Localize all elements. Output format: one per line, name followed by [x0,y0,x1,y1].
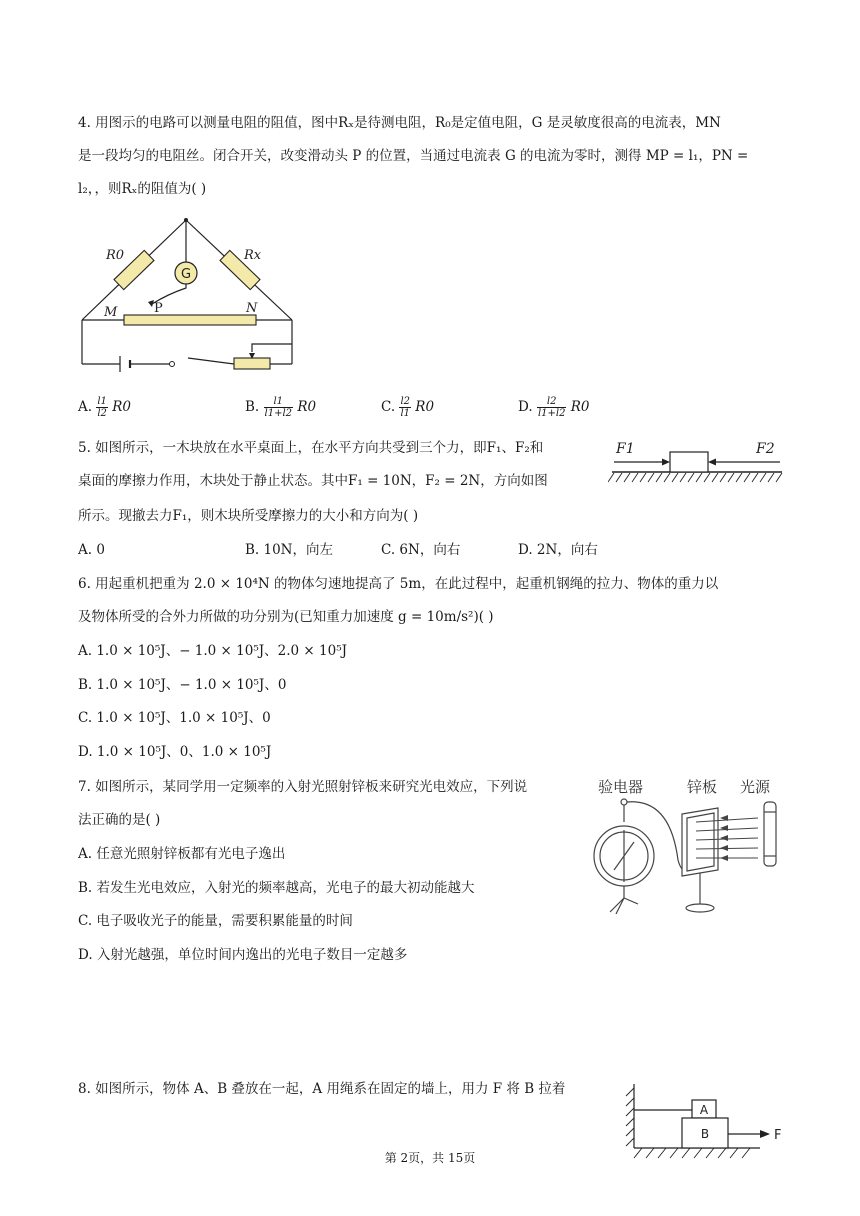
page-footer: 第 2页，共 15页 [384,1151,476,1165]
q5-option-a: A. 0 [78,542,105,558]
q6-line-1: 6. 用起重机把重为 2.0 × 10⁴N 的物体匀速地提高了 5m，在此过程中，起重机钢绳的拉力、物体的重力以 [78,576,719,592]
block-a-label: A [699,1103,709,1117]
q4-option-a: A. $\frac{l1}{l2}$ R0 [78,396,131,419]
q4-option-d: D. $\frac{l2}{l1+l2}$ R0 [518,396,590,419]
q5-option-c: C. 6N，向右 [381,542,461,558]
electroscope-label: 验电器 [598,778,644,796]
p-label: P [154,301,163,316]
r0-label: R0 [106,248,125,263]
f2-label: F2 [756,441,775,457]
f1-label: F1 [616,441,635,457]
zinc-plate-label: 锌板 [687,778,718,796]
q7-photoelectric-diagram [590,770,790,920]
q4-option-c: C. $\frac{l2}{l1}$ R0 [381,396,435,419]
q5-line-2: 桌面的摩擦力作用，木块处于静止状态。其中F₁ = 10N，F₂ = 2N，方向如图 [78,473,548,489]
force-f-label: F [774,1128,782,1143]
q6-option-a: A. 1.0 × 10⁵J、− 1.0 × 10⁵J、2.0 × 10⁵J [78,643,348,659]
q5-line-1: 5. 如图所示，一木块放在水平桌面上，在水平方向共受到三个力，即F₁、F₂和 [78,440,544,456]
q5-block-diagram [608,436,786,484]
q6-line-2: 及物体所受的合外力所做的功分别为(已知重力加速度 g = 10m/s²)( ) [78,609,494,625]
q4-line-1: 4. 用图示的电路可以测量电阻的阻值，图中Rₓ是待测电阻，R₀是定值电阻，G 是灵敏度很高的电流表，MN [78,115,721,131]
q6-option-c: C. 1.0 × 10⁵J、1.0 × 10⁵J、0 [78,710,271,726]
m-label: M [104,305,118,320]
q7-option-d: D. 入射光越强，单位时间内逸出的光电子数目一定越多 [78,947,408,963]
q4-line-3: l₂，，则Rₓ的阻值为( ) [78,181,207,197]
q7-line-1: 7. 如图所示，某同学用一定频率的入射光照射锌板来研究光电效应，下列说 [78,779,528,795]
q7-line-2: 法正确的是( ) [78,812,161,828]
q4-circuit-diagram [76,214,298,374]
q4-line-2: 是一段均匀的电阻丝。闭合开关，改变滑动头 P 的位置，当通过电流表 G 的电流为零时，测得 MP = l₁，PN = [78,148,749,164]
q5-option-b: B. 10N，向左 [245,542,333,558]
q5-line-3: 所示。现撤去力F₁，则木块所受摩擦力的大小和方向为( ) [78,508,419,524]
q7-option-c: C. 电子吸收光子的能量，需要积累能量的时间 [78,913,353,929]
q4-option-b: B. $\frac{l1}{l1+l2}$ R0 [245,396,317,419]
light-source-label: 光源 [740,778,771,796]
q6-option-d: D. 1.0 × 10⁵J、0、1.0 × 10⁵J [78,744,272,760]
q7-option-b: B. 若发生光电效应，入射光的频率越高，光电子的最大初动能越大 [78,880,475,896]
q8-line-1: 8. 如图所示，物体 A、B 叠放在一起，A 用绳系在固定的墙上，用力 F 将 B 拉着 [78,1081,566,1097]
q5-option-d: D. 2N，向右 [518,542,598,558]
block-b-label: B [700,1127,710,1141]
rx-label: Rx [244,248,262,263]
g-label: G [180,267,192,282]
q6-option-b: B. 1.0 × 10⁵J、− 1.0 × 10⁵J、0 [78,677,287,693]
n-label: N [246,301,258,316]
q7-option-a: A. 任意光照射锌板都有光电子逸出 [78,846,286,862]
